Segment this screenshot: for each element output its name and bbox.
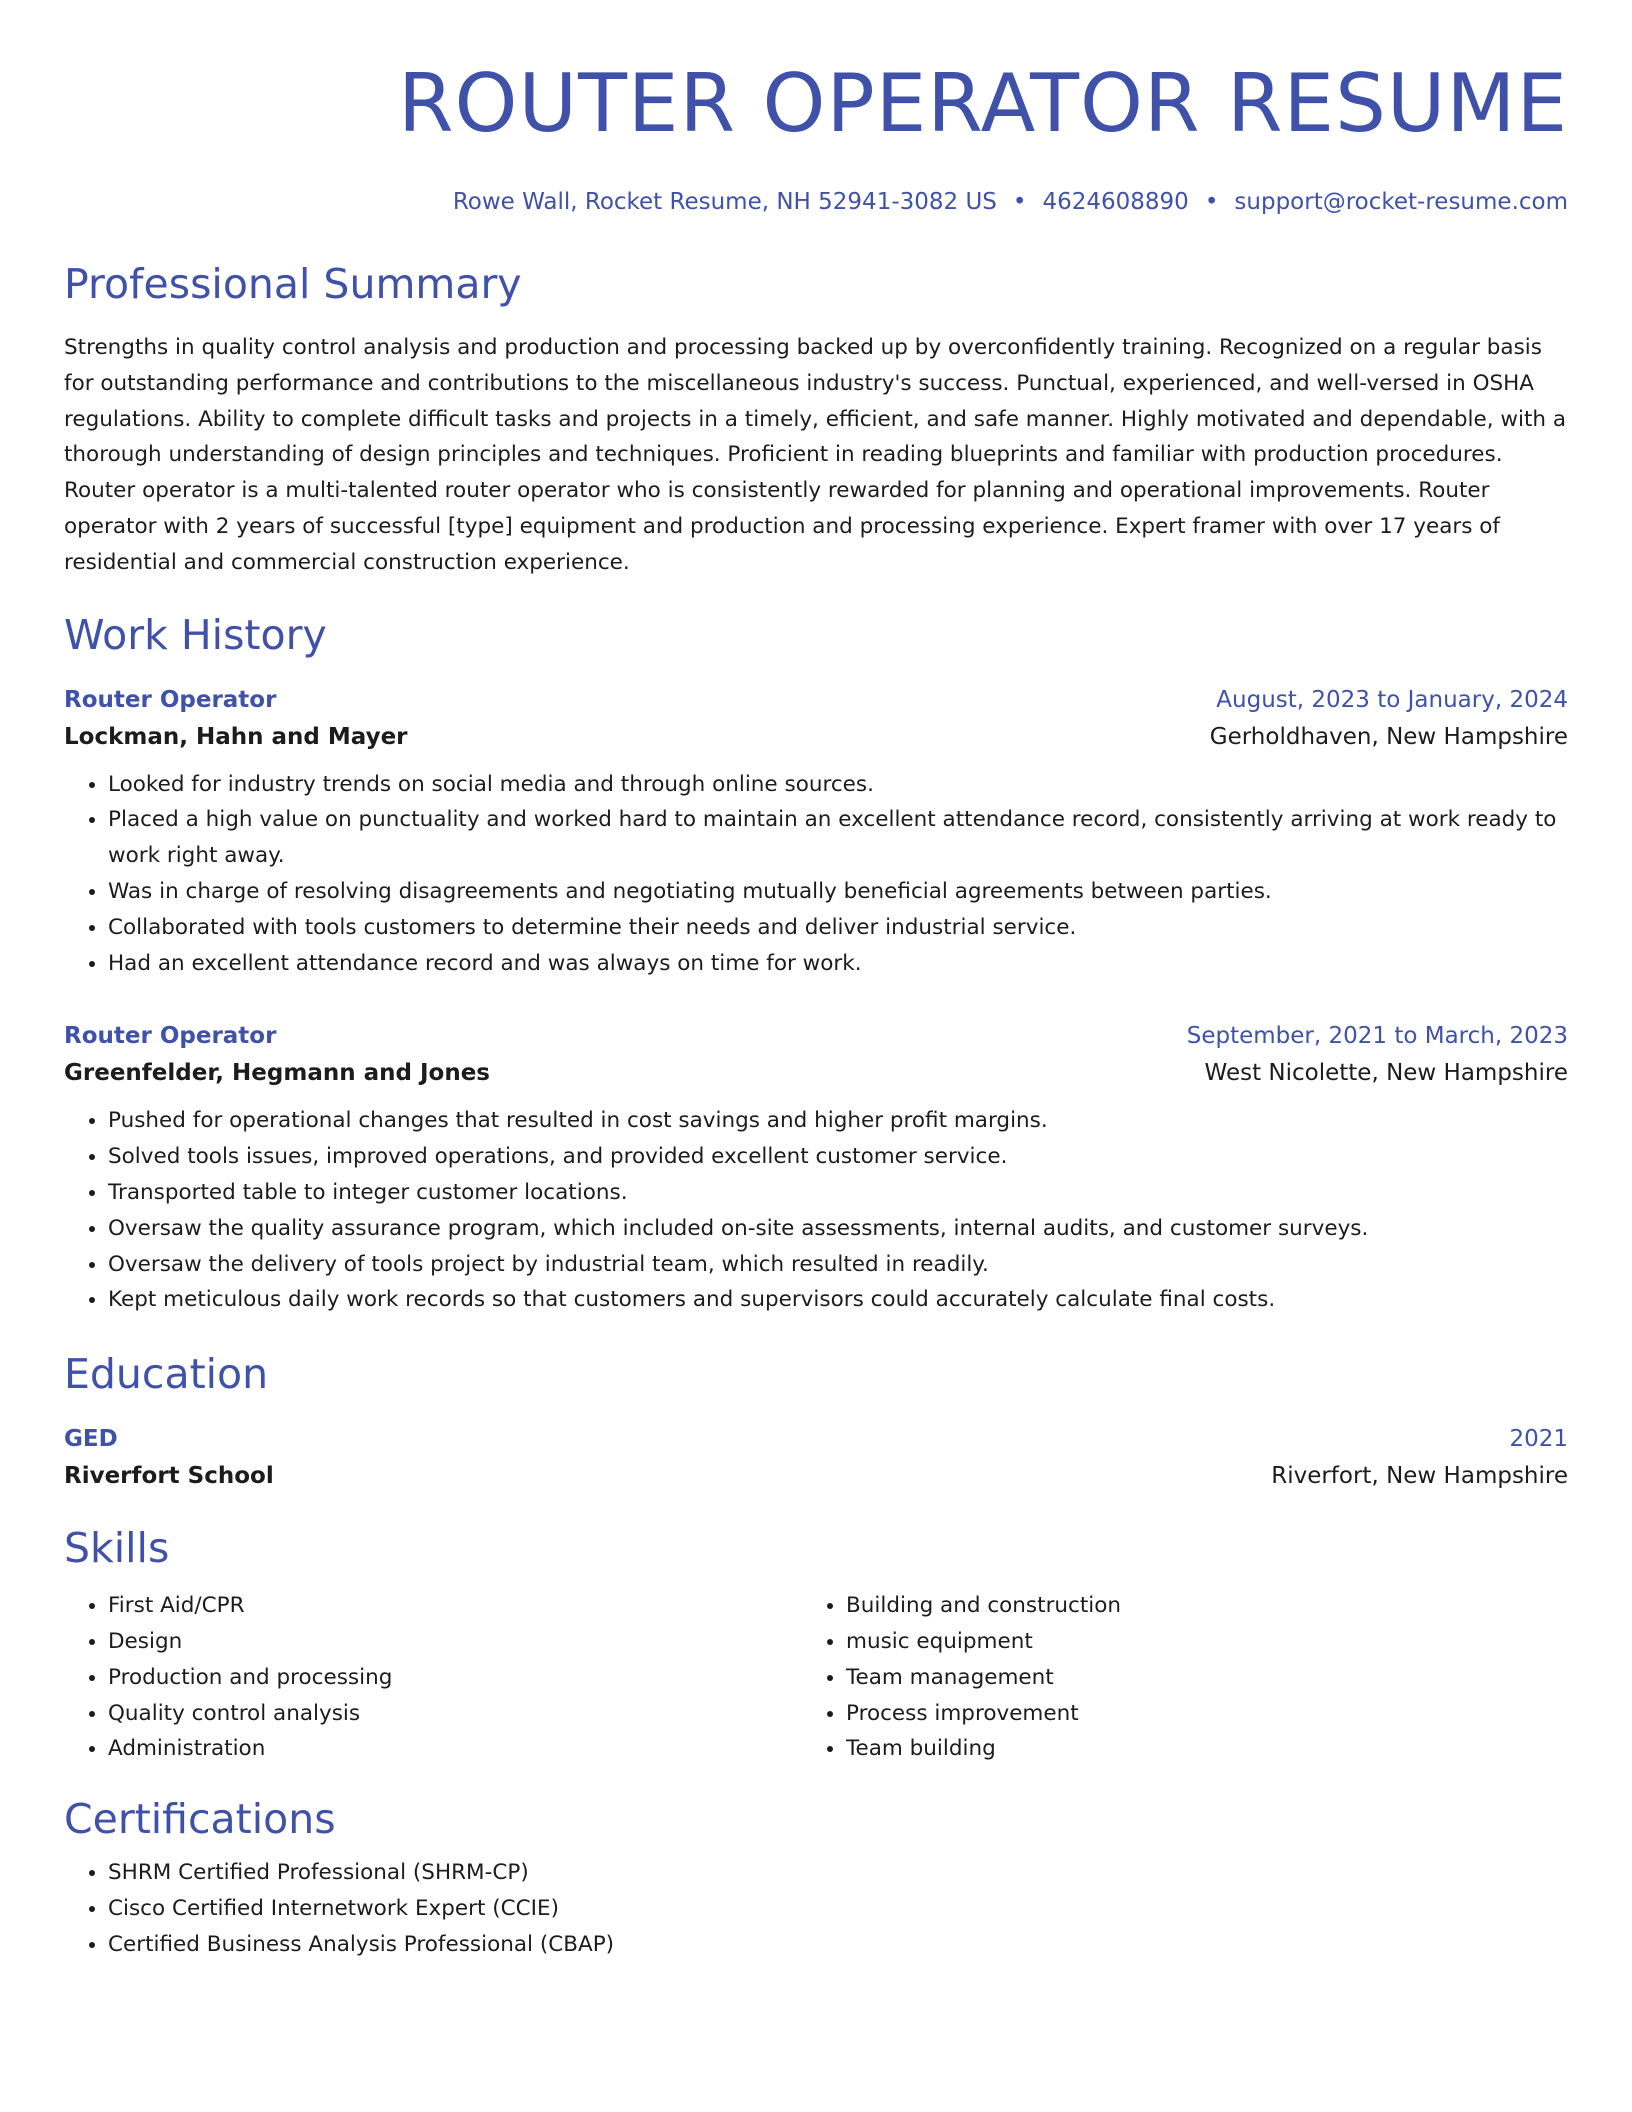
job-location: Gerholdhaven, New Hampshire [1209, 723, 1568, 750]
skills-heading: Skills [64, 1524, 170, 1573]
job-location: West Nicolette, New Hampshire [1204, 1060, 1568, 1087]
job-bullet: • Oversaw the quality assurance program, which included on-site assessments, internal audits, and customer surveys. [108, 1211, 1568, 1247]
summary-text: Strengths in quality control analysis and production and processing backed up by overconfidently training. Recognized on a regular basis for outstanding performance and contributions to the miscellaneous industry's success. Punctual, experienced, and well-versed in OSHA regulations. Ability to complete difficult tasks and projects in a timely, efficient, and safe manner. Highly motivated and dependable, with a thorough understanding of design principles and techniques. Proficient in reading blueprints and familiar with production procedures. Router operator is a multi-talented router operator who is consistently rewarded for planning and operational improvements. Router operator with 2 years of successful [type] equipment and production and processing experience. Expert framer with over 17 years of residential and commercial construction experience. [64, 335, 1567, 575]
job-bullets [64, 1103, 1568, 1318]
job-bullet: • Transported table to integer customer locations. [108, 1175, 1568, 1211]
job-dates: August, 2023 to January, 2024 [1216, 686, 1568, 713]
certification-item: • Certified Business Analysis Professional (CBAP) [108, 1927, 1568, 1963]
certifications-list [64, 1855, 1568, 1962]
education-entry [64, 1422, 1568, 1496]
skill-item: • Process improvement [846, 1696, 1540, 1732]
certification-item: • Cisco Certified Internetwork Expert (CCIE) [108, 1891, 1568, 1927]
job-bullet: • Collaborated with tools customers to determine their needs and deliver industrial service. [108, 910, 1568, 946]
skill-item: • music equipment [846, 1624, 1540, 1660]
employer-name: Greenfelder, Hegmann and Jones [64, 1060, 490, 1087]
employer-name: Lockman, Hahn and Mayer [64, 723, 408, 750]
skill-item: • Production and processing [108, 1660, 802, 1696]
contact-separator: • [1012, 189, 1027, 215]
contact-line [64, 186, 1568, 218]
school-location: Riverfort, New Hampshire [1271, 1463, 1568, 1490]
contact-phone: 4624608890 [1042, 189, 1189, 215]
skills-column-left [64, 1588, 802, 1767]
education-heading: Education [64, 1350, 269, 1399]
job-bullets [64, 767, 1568, 982]
certifications-heading: Certifications [64, 1795, 336, 1844]
skill-item: • Administration [108, 1731, 802, 1767]
job-bullet: • Pushed for operational changes that resulted in cost savings and higher profit margins. [108, 1103, 1568, 1139]
contact-address: Rowe Wall, Rocket Resume, NH 52941-3082 US [452, 189, 997, 215]
skill-item: • Quality control analysis [108, 1696, 802, 1732]
job-entry [64, 1019, 1568, 1318]
school-name: Riverfort School [64, 1463, 274, 1490]
skill-item: • First Aid/CPR [108, 1588, 802, 1624]
job-dates: September, 2021 to March, 2023 [1186, 1023, 1568, 1050]
skill-item: • Team management [846, 1660, 1540, 1696]
job-bullet: • Had an excellent attendance record and was always on time for work. [108, 946, 1568, 982]
job-entry [64, 683, 1568, 982]
job-bullet: • Oversaw the delivery of tools project by industrial team, which resulted in readily. [108, 1247, 1568, 1283]
job-bullet: • Was in charge of resolving disagreements and negotiating mutually beneficial agreements between parties. [108, 874, 1568, 910]
contact-separator: • [1204, 189, 1219, 215]
skill-item: • Design [108, 1624, 802, 1660]
contact-email: support@rocket-resume.com [1234, 189, 1568, 215]
work-history-heading: Work History [64, 610, 327, 659]
job-bullet: • Kept meticulous daily work records so that customers and supervisors could accurately calculate final costs. [108, 1282, 1568, 1318]
job-bullet: • Looked for industry trends on social media and through online sources. [108, 767, 1568, 803]
degree-name: GED [64, 1426, 118, 1453]
skills-column-right [802, 1588, 1540, 1767]
skill-item: • Building and construction [846, 1588, 1540, 1624]
job-title: Router Operator [64, 686, 277, 713]
summary-heading: Professional Summary [64, 260, 522, 308]
skill-item: • Team building [846, 1731, 1540, 1767]
job-bullet: • Placed a high value on punctuality and worked hard to maintain an excellent attendance record, consistently arriving at work ready to work right away. [108, 802, 1568, 874]
certification-item: • SHRM Certified Professional (SHRM-CP) [108, 1855, 1568, 1891]
resume-title: ROUTER OPERATOR RESUME [397, 57, 1568, 150]
job-title: Router Operator [64, 1023, 277, 1050]
skills-list [64, 1588, 1568, 1767]
graduation-year: 2021 [1509, 1426, 1568, 1453]
job-bullet: • Solved tools issues, improved operations, and provided excellent customer service. [108, 1139, 1568, 1175]
